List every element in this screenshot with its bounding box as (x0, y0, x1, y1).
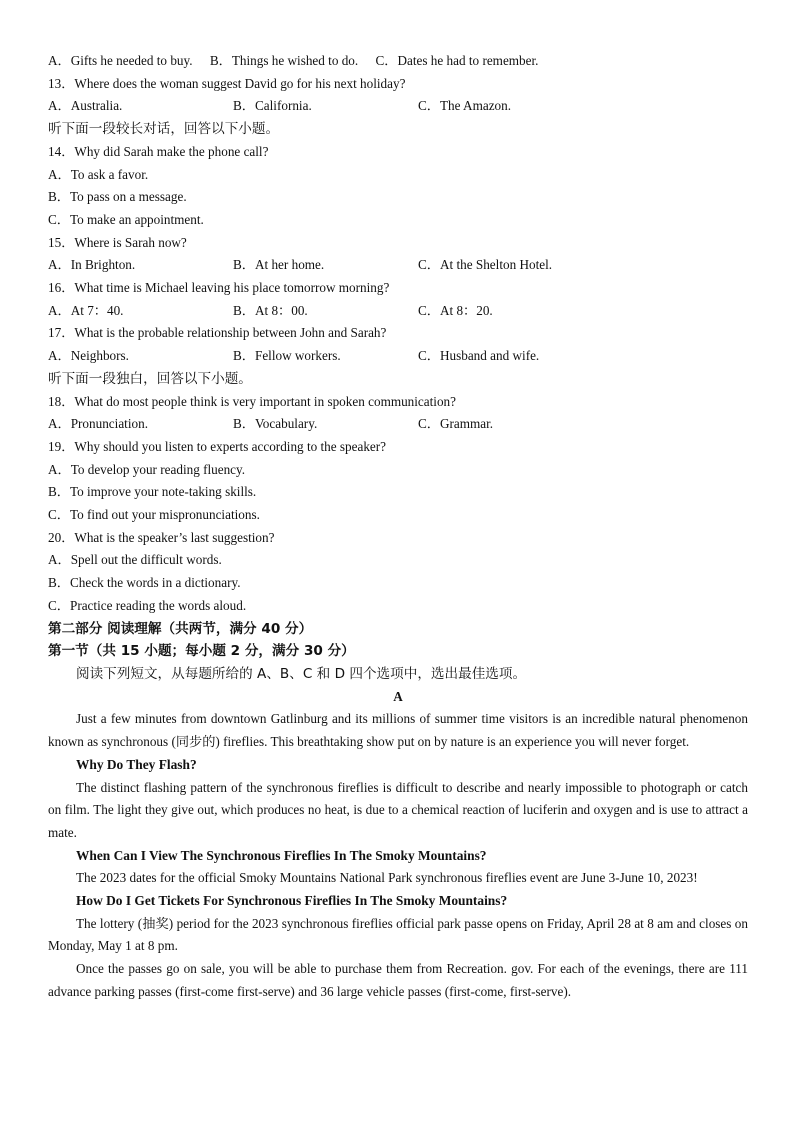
q16-option-a: A．At 7：40. (48, 302, 124, 318)
q12-options (48, 50, 748, 73)
reading-instruction: 阅读下列短文，从每题所给的 A、B、C 和 D 四个选项中，选出最佳选项。 (76, 665, 527, 682)
passage-heading-2: When Can I View The Synchronous Fireflies In The Smoky Mountains? (76, 847, 487, 863)
q12-option-a: A．Gifts he needed to buy. (48, 53, 193, 68)
q20-stem: 20．What is the speaker’s last suggestion? (48, 529, 275, 545)
q13-option-c: C．The Amazon. (418, 98, 512, 114)
q14-stem: 14．Why did Sarah make the phone call? (48, 143, 269, 159)
q20-option-c: C．Practice reading the words aloud. (48, 597, 247, 613)
passage-paragraph-3: The 2023 dates for the official Smoky Mountains National Park synchronous fireflies event are June 3-June 10, 2023! (76, 870, 698, 886)
q14-option-b: B．To pass on a message. (48, 189, 187, 205)
q17-option-c: C．Husband and wife. (418, 348, 540, 364)
q15-options (48, 254, 748, 277)
q13-option-b: B．California. (233, 98, 312, 114)
q18-options (48, 413, 748, 436)
q17-option-a: A．Neighbors. (48, 348, 129, 364)
passage-paragraph-2: The distinct flashing pattern of the synchronous fireflies is difficult to describe and nearly impossible to photograph or catch on film. The light they give out, which produces no heat, is due to a chemical reaction of luciferin and oxygen and is use to attract a mate. (48, 779, 748, 840)
q15-option-a: A．In Brighton. (48, 257, 136, 273)
q14-option-c: C．To make an appointment. (48, 211, 204, 227)
q15-option-c: C．At the Shelton Hotel. (418, 257, 553, 273)
section-monologue: 听下面一段独白，回答以下小题。 (48, 370, 252, 387)
q16-options (48, 300, 748, 323)
q17-option-b: B．Fellow workers. (233, 348, 341, 364)
passage-heading-1: Why Do They Flash? (76, 756, 197, 772)
passage-heading-3: How Do I Get Tickets For Synchronous Fireflies In The Smoky Mountains? (76, 893, 508, 909)
q12-option-b: B．Things he wished to do. (209, 53, 359, 68)
exam-page (48, 50, 748, 1004)
passage-paragraph-1: Just a few minutes from downtown Gatlinburg and its millions of summer time visitors is an incredible natural phenomenon known as synchronous (同步的) fireflies. This breathtaking show put on by nature is an experience you will never forget. (48, 711, 748, 750)
passage-paragraph-5: Once the passes go on sale, you will be able to purchase them from Recreation. gov. For each of the evenings, there are 111 advance parking passes (first-come first-serve) and 36 large vehicle passes (first-come, first-serve). (48, 961, 748, 999)
q13-option-a: A．Australia. (48, 98, 123, 114)
q18-option-c: C．Grammar. (418, 416, 494, 432)
q17-options (48, 345, 748, 368)
q16-option-b: B．At 8：00. (233, 302, 308, 318)
section-long-dialogue: 听下面一段较长对话，回答以下小题。 (48, 121, 280, 138)
q15-stem: 15．Where is Sarah now? (48, 234, 187, 250)
passage-paragraph-4: The lottery (抽奖) period for the 2023 synchronous fireflies official park passe opens on Friday, April 28 at 8 am and closes on Monday, May 1 at 8 pm. (48, 915, 748, 954)
q14-option-a: A．To ask a favor. (48, 166, 149, 182)
q19-option-a: A．To develop your reading fluency. (48, 461, 246, 477)
q18-option-b: B．Vocabulary. (233, 416, 318, 432)
q18-stem: 18．What do most people think is very important in spoken communication? (48, 393, 457, 409)
q18-option-a: A．Pronunciation. (48, 416, 148, 432)
q19-stem: 19．Why should you listen to experts according to the speaker? (48, 438, 387, 454)
q19-option-c: C．To find out your mispronunciations. (48, 507, 260, 523)
section1-title: 第一节（共 15 小题；每小题 2 分，满分 30 分） (48, 643, 355, 660)
q16-stem: 16．What time is Michael leaving his place tomorrow morning? (48, 280, 390, 296)
part2-title: 第二部分 阅读理解（共两节，满分 40 分） (48, 620, 313, 637)
q20-option-b: B．Check the words in a dictionary. (48, 575, 241, 591)
q16-option-c: C．At 8：20. (418, 302, 493, 318)
passage-label: A (393, 688, 403, 704)
q19-option-b: B．To improve your note-taking skills. (48, 484, 257, 500)
q12-option-c: C．Dates he had to remember. (375, 53, 539, 68)
q15-option-b: B．At her home. (233, 257, 325, 273)
q13-stem: 13．Where does the woman suggest David go for his next holiday? (48, 75, 406, 91)
q17-stem: 17．What is the probable relationship between John and Sarah? (48, 325, 387, 341)
q13-options (48, 95, 748, 118)
q20-option-a: A．Spell out the difficult words. (48, 552, 222, 568)
